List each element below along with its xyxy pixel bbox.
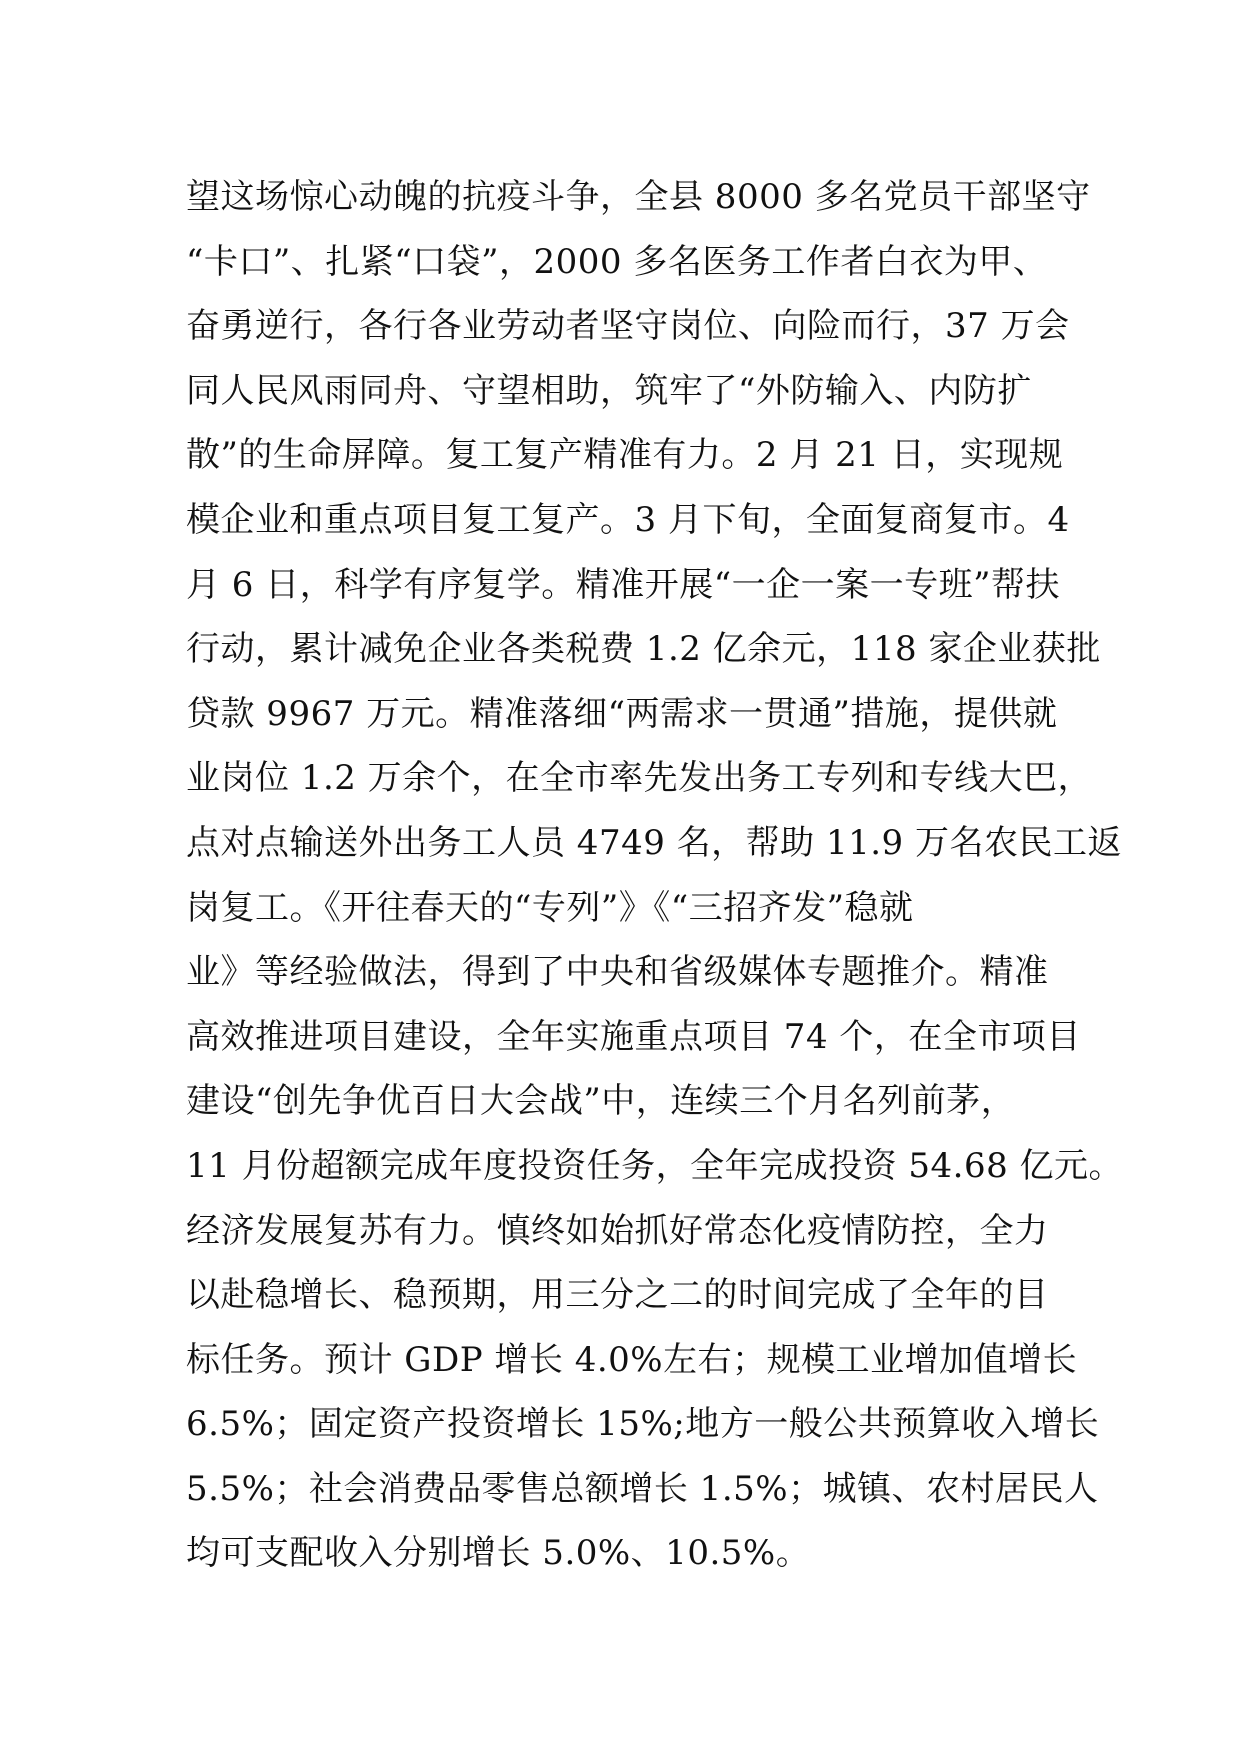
text-line: 业》等经验做法，得到了中央和省级媒体专题推介。精准 xyxy=(186,952,1049,993)
text-line: 经济发展复苏有力。慎终如始抓好常态化疫情防控，全力 xyxy=(186,1210,1049,1251)
text-line: 以赴稳增长、稳预期，用三分之二的时间完成了全年的目 xyxy=(186,1275,1049,1316)
text-line: 奋勇逆行，各行各业劳动者坚守岗位、向险而行，37 万会 xyxy=(186,306,1070,347)
text-line: 建设“创先争优百日大会战”中，连续三个月名列前茅， xyxy=(186,1081,1016,1122)
text-line: 岗复工。《开往春天的“专列”》《“三招齐发”稳就 xyxy=(186,887,914,928)
text-line: 贷款 9967 万元。精准落细“两需求一贯通”措施，提供就 xyxy=(186,693,1058,734)
text-line: 11 月份超额完成年度投资任务，全年完成投资 54.68 亿元。 xyxy=(186,1145,1124,1186)
text-line: 月 6 日，科学有序复学。精准开展“一企一案一专班”帮扶 xyxy=(186,564,1061,605)
body-text xyxy=(186,165,1124,1586)
text-line: 行动，累计减免企业各类税费 1.2 亿余元，118 家企业获批 xyxy=(186,629,1101,670)
text-line: 同人民风雨同舟、守望相助，筑牢了“外防输入、内防扩 xyxy=(186,370,1032,411)
text-line: 望这场惊心动魄的抗疫斗争，全县 8000 多名党员干部坚守 xyxy=(186,177,1091,217)
text-line: “卡口”、扎紧“口袋”，2000 多名医务工作者白衣为甲、 xyxy=(186,241,1048,282)
text-line: 散”的生命屏障。复工复产精准有力。2 月 21 日，实现规 xyxy=(186,435,1064,476)
text-line: 6.5%；固定资产投资增长 15%;地方一般公共预算收入增长 xyxy=(186,1404,1100,1445)
text-line: 均可支配收入分别增长 5.0%、10.5%。 xyxy=(186,1533,811,1574)
text-line: 高效推进项目建设，全年实施重点项目 74 个，在全市项目 xyxy=(186,1016,1081,1057)
text-line: 标任务。预计 GDP 增长 4.0%左右；规模工业增加值增长 xyxy=(186,1339,1078,1380)
text-line: 点对点输送外出务工人员 4749 名，帮助 11.9 万名农民工返 xyxy=(186,822,1122,863)
text-line: 5.5%；社会消费品零售总额增长 1.5%；城镇、农村居民人 xyxy=(186,1468,1099,1509)
text-line: 模企业和重点项目复工复产。3 月下旬，全面复商复市。4 xyxy=(186,499,1070,540)
text-line: 业岗位 1.2 万余个，在全市率先发出务工专列和专线大巴， xyxy=(186,758,1093,799)
